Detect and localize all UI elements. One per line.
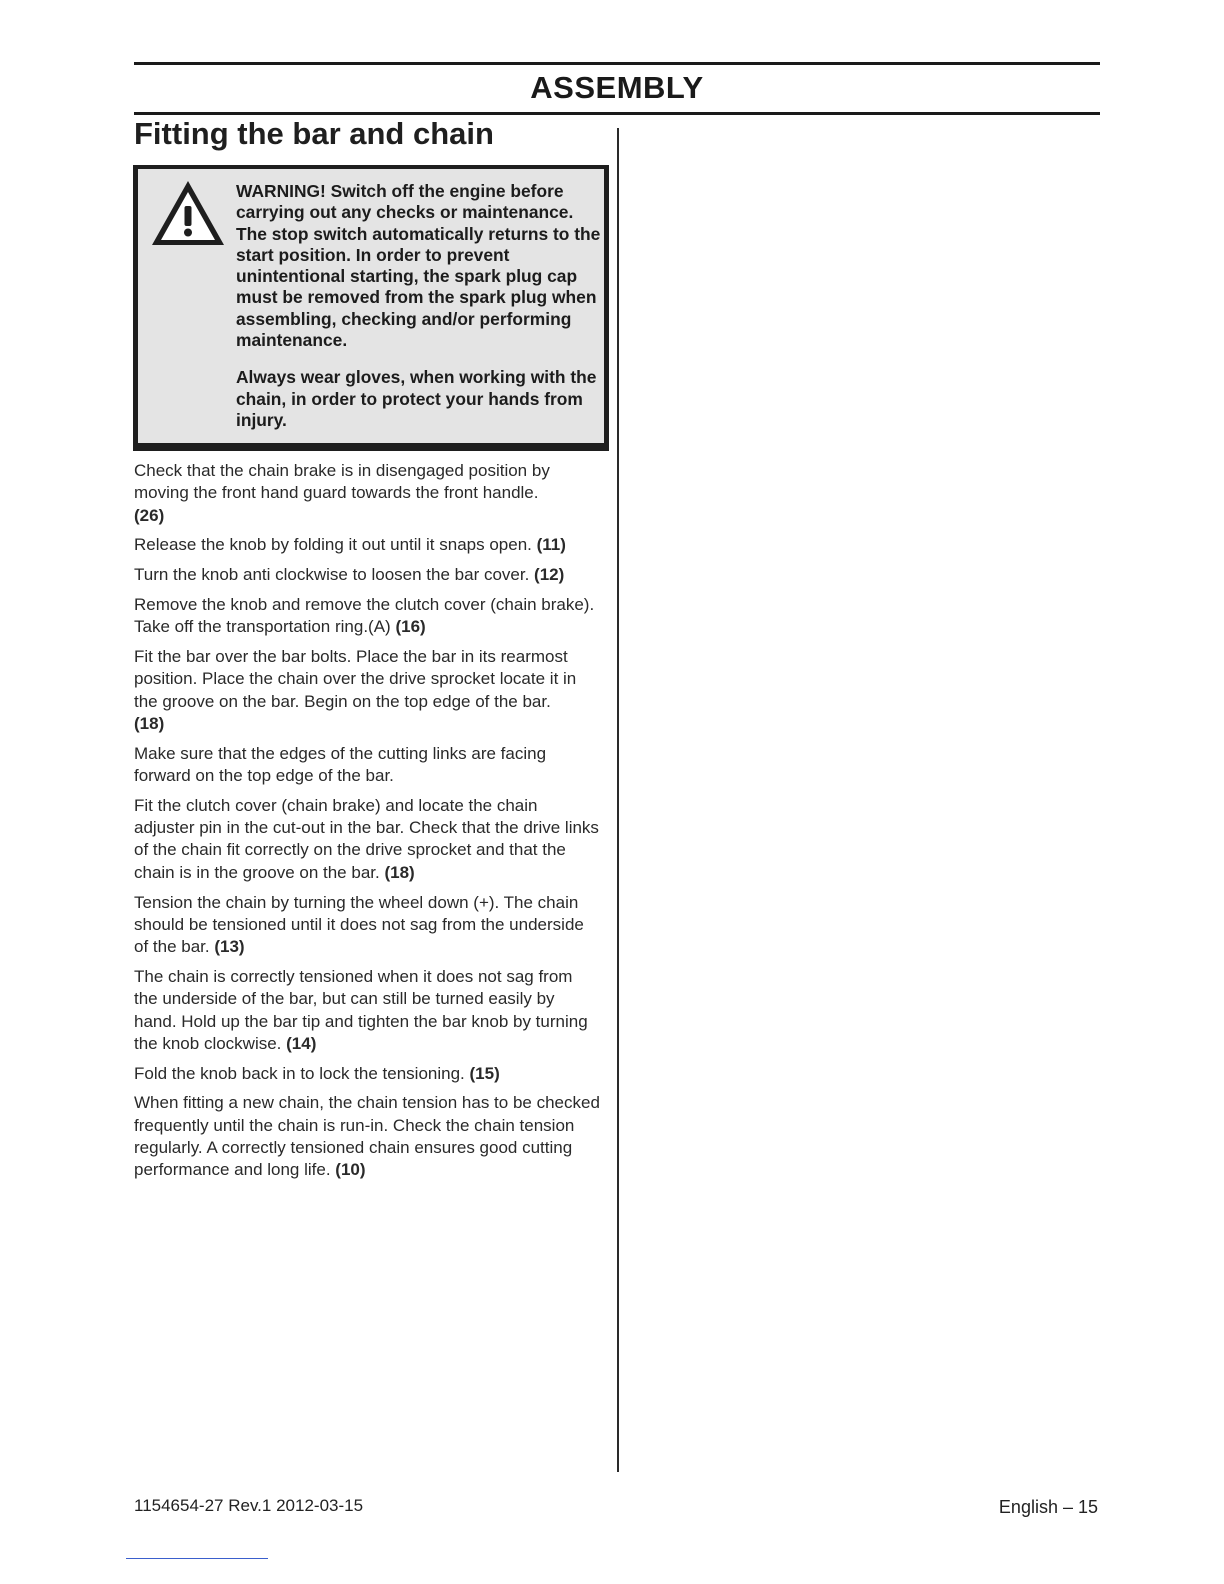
figure-ref: (16)	[395, 617, 426, 637]
page-title: Fitting the bar and chain	[134, 116, 494, 151]
footer-link-underline	[126, 1558, 268, 1559]
document-number: 1154654-27 Rev.1 2012-03-15	[134, 1496, 364, 1515]
column-divider	[617, 128, 619, 1472]
header-rule-top	[134, 62, 1100, 65]
figure-ref: (14)	[286, 1033, 317, 1053]
instruction-paragraph: The chain is correctly tensioned when it does not sag from the underside of the bar, but can still be turned easily by hand. Hold up the bar tip and tighten the bar knob by turning the knob clockwise. (14)	[134, 966, 588, 1053]
warning-paragraph: WARNING! Switch off the engine before carrying out any checks or maintenance. The stop switch automatically returns to the start position. In order to prevent unintentional starting, the spark plug cap must be removed from the spark plug when assembling, checking and/or performing maintenance.	[236, 181, 601, 351]
figure-ref: (13)	[214, 937, 245, 957]
section-header: ASSEMBLY	[530, 70, 704, 105]
figure-ref: (15)	[469, 1063, 500, 1083]
instruction-paragraph: Make sure that the edges of the cutting links are facing forward on the top edge of the bar.	[134, 743, 547, 786]
instruction-paragraph: Fold the knob back in to lock the tensioning. (15)	[134, 1063, 500, 1083]
instructions	[134, 460, 600, 1189]
instruction-paragraph: Check that the chain brake is in disengaged position by moving the front hand guard towards the front handle. (26)	[134, 461, 550, 525]
page-number: English – 15	[998, 1497, 1098, 1517]
header-rule-bottom	[134, 112, 1100, 115]
instruction-paragraph: When fitting a new chain, the chain tension has to be checked frequently until the chain is run-in. Check the chain tension regularly. A correctly tensioned chain ensures good cutting performance and long life. (10)	[134, 1093, 600, 1180]
figure-ref: (18)	[134, 713, 165, 733]
figure-ref: (26)	[134, 505, 165, 525]
figure-ref: (18)	[384, 862, 415, 882]
gloves-paragraph: Always wear gloves, when working with the chain, in order to protect your hands from injury.	[236, 367, 597, 430]
instruction-paragraph: Tension the chain by turning the wheel down (+). The chain should be tensioned until it does not sag from the underside of the bar. (13)	[134, 892, 584, 957]
instruction-paragraph: Remove the knob and remove the clutch cover (chain brake). Take off the transportation ring.(A) (16)	[134, 594, 595, 637]
warning-box	[133, 165, 609, 451]
warning-triangle-icon	[148, 177, 228, 249]
instruction-paragraph: Fit the clutch cover (chain brake) and locate the chain adjuster pin in the cut-out in the bar. Check that the drive links of the chain fit correctly on the drive sprocket and that the chain is in the groove on the bar. (18)	[134, 795, 599, 882]
instruction-paragraph: Release the knob by folding it out until it snaps open. (11)	[134, 535, 566, 555]
figure-ref: (11)	[536, 535, 566, 555]
figure-ref: (10)	[335, 1160, 366, 1180]
warning-text	[236, 181, 604, 431]
instruction-paragraph: Fit the bar over the bar bolts. Place the bar in its rearmost position. Place the chain over the drive sprocket locate it in the groove on the bar. Begin on the top edge of the bar. (18)	[134, 647, 577, 733]
instruction-paragraph: Turn the knob anti clockwise to loosen the bar cover. (12)	[134, 565, 565, 585]
figure-ref: (12)	[534, 565, 565, 585]
